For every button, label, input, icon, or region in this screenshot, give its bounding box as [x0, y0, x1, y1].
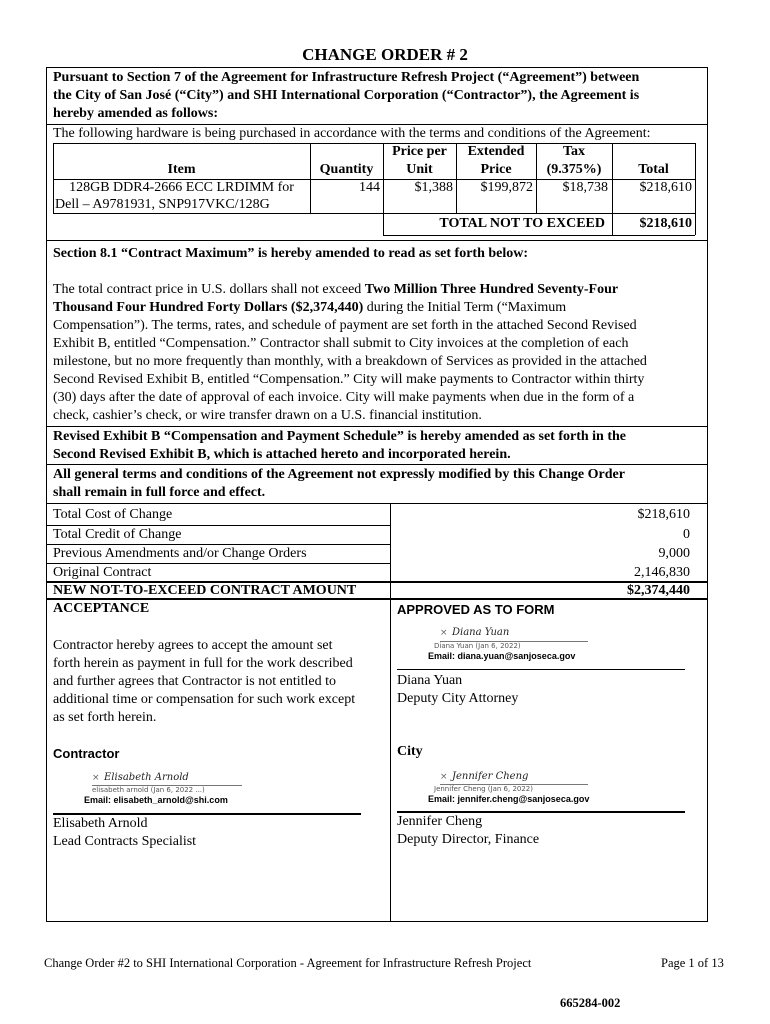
attorney-email: Email: diana.yuan@sanjoseca.gov: [428, 651, 576, 661]
general-terms-line-1: All general terms and conditions of the Agreement not expressly modified by this Change Order: [53, 467, 625, 482]
item-description-2: Dell – A9781931, SNP917VKC/128G: [55, 197, 270, 212]
acceptance-text: forth herein as payment in full for the work described: [53, 656, 353, 671]
col-header-item: Item: [167, 162, 196, 177]
paragraph-text: during the Initial Term (“Maximum: [363, 300, 567, 315]
summary-value-new-amount: $2,374,440: [627, 583, 690, 598]
divider: [46, 240, 708, 241]
intro-line-3: hereby amended as follows:: [53, 106, 219, 121]
sign-x-icon: ×: [92, 773, 100, 783]
item-quantity: 144: [359, 180, 380, 195]
attorney-name: Diana Yuan: [397, 673, 463, 688]
paragraph-line: (30) days after the date of approval of each invoice. City will make payments when due in the form of a: [53, 390, 635, 405]
contractor-role: Lead Contracts Specialist: [53, 834, 197, 849]
contract-amount-figure: Thousand Four Hundred Forty Dollars ($2,374,440): [53, 300, 364, 315]
col-header-tax: Tax: [562, 144, 586, 159]
item-description-1: 128GB DDR4-2666 ECC LRDIMM for: [69, 180, 294, 195]
total-not-to-exceed-label: TOTAL NOT TO EXCEED: [439, 216, 605, 231]
general-terms-line-2: shall remain in full force and effect.: [53, 485, 266, 500]
acceptance-text: additional time or compensation for such work except: [53, 692, 356, 707]
contractor-name: Elisabeth Arnold: [53, 816, 148, 831]
col-header-price: Price per: [392, 144, 447, 159]
city-signature: Jennifer Cheng: [452, 771, 529, 782]
paragraph-line: milestone, but no more frequently than monthly, with a breakdown of Services as provided in the attached: [53, 354, 647, 369]
summary-value-previous-amendments: 9,000: [658, 546, 690, 561]
col-header-total: Total: [638, 162, 669, 177]
paragraph-line: Compensation”). The terms, rates, and schedule of payment are set forth in the attached Second Revised: [53, 318, 637, 333]
paragraph-line: Second Revised Exhibit B, entitled “Compensation.” City will make payments to Contractor within thirty: [53, 372, 645, 387]
summary-label-new-amount: NEW NOT-TO-EXCEED CONTRACT AMOUNT: [53, 583, 357, 598]
paragraph-text: The total contract price in U.S. dollars shall not exceed: [53, 282, 365, 297]
summary-label-total-credit: Total Credit of Change: [53, 527, 182, 542]
summary-value-total-credit: 0: [683, 527, 690, 542]
item-tax: $18,738: [562, 180, 608, 195]
col-header-extended: Extended: [467, 144, 525, 159]
footer-document-title: Change Order #2 to SHI International Corporation - Agreement for Infrastructure Refresh Project: [44, 956, 532, 970]
item-unit-price: $1,388: [414, 180, 453, 195]
summary-value-original-contract: 2,146,830: [634, 565, 690, 580]
approved-heading: APPROVED AS TO FORM: [397, 602, 555, 617]
acceptance-text: and further agrees that Contractor is not entitled to: [53, 674, 337, 689]
item-total: $218,610: [639, 180, 692, 195]
divider: [46, 503, 708, 504]
contractor-signature: Elisabeth Arnold: [104, 772, 189, 783]
acceptance-text: as set forth herein.: [53, 710, 157, 725]
total-not-to-exceed-value: $218,610: [639, 216, 692, 231]
revised-exhibit-line-1: Revised Exhibit B “Compensation and Payment Schedule” is hereby amended as set forth in the: [53, 429, 627, 444]
summary-label-original-contract: Original Contract: [53, 565, 152, 580]
contractor-label: Contractor: [53, 746, 120, 761]
col-header-tax-rate: (9.375%): [546, 162, 602, 177]
acceptance-heading: ACCEPTANCE: [53, 601, 150, 616]
intro-line-2: the City of San José (“City”) and SHI International Corporation (“Contractor”), the Agreement is: [53, 88, 640, 103]
intro-line-1: Pursuant to Section 7 of the Agreement for Infrastructure Refresh Project (“Agreement”) between: [53, 70, 640, 85]
attorney-signature: Diana Yuan: [452, 627, 510, 638]
sign-x-icon: ×: [440, 628, 448, 638]
item-extended-price: $199,872: [480, 180, 533, 195]
divider: [46, 464, 708, 465]
acceptance-text: Contractor hereby agrees to accept the amount set: [53, 638, 333, 653]
sign-x-icon: ×: [440, 772, 448, 782]
city-email: Email: jennifer.cheng@sanjoseca.gov: [428, 794, 590, 804]
city-signature-date: Jennifer Cheng (Jan 6, 2022): [434, 785, 533, 793]
city-label: City: [397, 744, 423, 759]
contractor-signature-date: elisabeth arnold (Jan 6, 2022 ...): [92, 786, 205, 794]
summary-label-previous-amendments: Previous Amendments and/or Change Orders: [53, 546, 307, 561]
col-header-quantity: Quantity: [319, 162, 374, 177]
section-8-1-heading: Section 8.1 “Contract Maximum” is hereby amended to read as set forth below:: [53, 246, 529, 261]
attorney-signature-line: [397, 669, 685, 670]
attorney-signature-date: Diana Yuan (Jan 6, 2022): [434, 642, 521, 650]
summary-value-total-cost: $218,610: [637, 507, 690, 522]
summary-label-total-cost: Total Cost of Change: [53, 507, 173, 522]
document-number: 665284-002: [560, 996, 621, 1010]
contractor-email: Email: elisabeth_arnold@shi.com: [84, 795, 228, 805]
city-signer-role: Deputy Director, Finance: [397, 832, 540, 847]
city-signer-name: Jennifer Cheng: [397, 814, 483, 829]
intro-line-4: The following hardware is being purchased in accordance with the terms and conditions of the Agreement:: [53, 126, 651, 141]
col-header-price-unit: Unit: [406, 162, 433, 177]
divider: [46, 426, 708, 427]
attorney-role: Deputy City Attorney: [397, 691, 519, 706]
document-title: CHANGE ORDER # 2: [302, 45, 468, 64]
paragraph-line: Exhibit B, entitled “Compensation.” Contractor shall submit to City invoices at the completion of each: [53, 336, 629, 351]
col-header-extended-price: Price: [480, 162, 512, 177]
signature-column-divider: [390, 598, 391, 922]
paragraph-line: check, cashier’s check, or wire transfer drawn on a U.S. financial institution.: [53, 408, 482, 423]
revised-exhibit-line-2: Second Revised Exhibit B, which is attached hereto and incorporated herein.: [53, 447, 511, 462]
page-number: Page 1 of 13: [661, 956, 724, 970]
contract-amount-words: Two Million Three Hundred Seventy-Four: [364, 282, 619, 297]
